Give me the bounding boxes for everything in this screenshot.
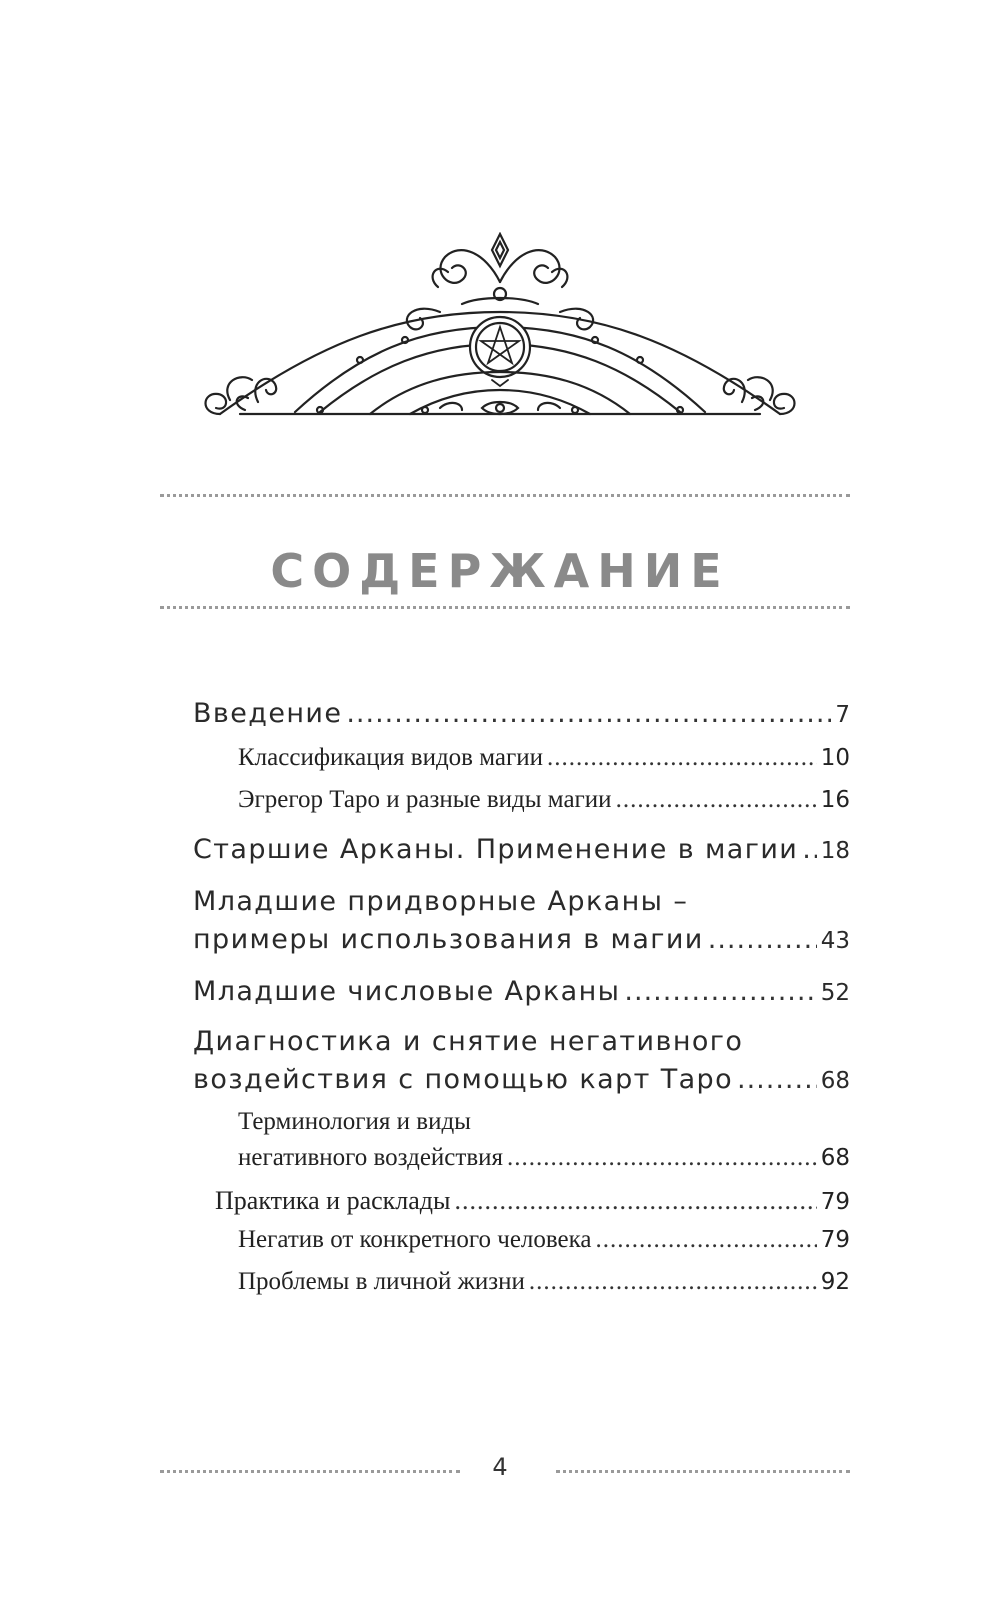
dot-leader bbox=[596, 1226, 817, 1254]
toc-entry-page: 68 bbox=[820, 1068, 850, 1094]
toc-entry-page: 52 bbox=[820, 980, 850, 1006]
page-title: СОДЕРЖАНИЕ bbox=[270, 544, 730, 598]
toc-entry[interactable] bbox=[193, 1064, 850, 1095]
toc-entry-line1[interactable]: Диагностика и снятие негативного bbox=[193, 1026, 744, 1057]
toc-entry-page: 79 bbox=[820, 1189, 850, 1215]
toc-entry-line1[interactable]: Терминология и виды bbox=[238, 1108, 471, 1135]
toc-entry-title: Старшие Арканы. Применение в магии bbox=[193, 834, 799, 865]
toc-entry-title: негативного воздействия bbox=[238, 1144, 504, 1171]
toc-entry-title: Введение bbox=[193, 698, 343, 729]
toc-entry-line1[interactable]: Младшие придворные Арканы – bbox=[193, 886, 689, 917]
toc-entry[interactable] bbox=[238, 786, 850, 814]
toc-entry[interactable] bbox=[193, 976, 850, 1007]
toc-entry-page: 16 bbox=[820, 787, 850, 813]
toc-entry[interactable] bbox=[193, 924, 850, 955]
dot-leader bbox=[547, 744, 817, 772]
toc-entry-page: 18 bbox=[820, 838, 850, 864]
toc-entry-title: Негатив от конкретного человека bbox=[238, 1226, 592, 1253]
toc-entry[interactable] bbox=[193, 698, 850, 729]
toc-entry-page: 79 bbox=[820, 1227, 850, 1253]
toc-entry[interactable] bbox=[238, 1268, 850, 1296]
dot-leader bbox=[507, 1144, 817, 1172]
dot-leader bbox=[529, 1268, 817, 1296]
toc-entry-page: 92 bbox=[820, 1269, 850, 1295]
toc-entry-title: Проблемы в личной жизни bbox=[238, 1268, 525, 1295]
toc-entry-page: 68 bbox=[820, 1145, 850, 1171]
toc-entry-title: Классификация видов магии bbox=[238, 744, 543, 771]
toc-entry[interactable] bbox=[215, 1186, 850, 1216]
dot-leader bbox=[346, 698, 831, 729]
toc-entry[interactable] bbox=[238, 1144, 850, 1172]
toc-entry[interactable] bbox=[238, 744, 850, 772]
dot-leader bbox=[802, 834, 816, 865]
page-number: 4 bbox=[492, 1453, 508, 1481]
toc-entry-title: воздействия с помощью карт Таро bbox=[193, 1064, 734, 1095]
dot-leader bbox=[737, 1064, 817, 1095]
toc-entry-title: примеры использования в магии bbox=[193, 924, 704, 955]
toc-entry[interactable] bbox=[238, 1226, 850, 1254]
toc-entry-title: Практика и расклады bbox=[215, 1186, 451, 1215]
dot-leader bbox=[624, 976, 816, 1007]
toc-entry-title: Младшие числовые Арканы bbox=[193, 976, 621, 1007]
footer-divider-left bbox=[160, 1470, 460, 1473]
dot-leader bbox=[708, 924, 817, 955]
toc-entry-page: 10 bbox=[820, 745, 850, 771]
footer-divider-right bbox=[556, 1470, 850, 1473]
toc-entry-page: 7 bbox=[835, 702, 850, 728]
dot-leader bbox=[616, 786, 817, 814]
toc-entry-page: 43 bbox=[820, 928, 850, 954]
toc-entry-title: Эгрегор Таро и разные виды магии bbox=[238, 786, 612, 813]
toc-entry[interactable] bbox=[193, 834, 850, 865]
dot-leader bbox=[455, 1186, 817, 1216]
